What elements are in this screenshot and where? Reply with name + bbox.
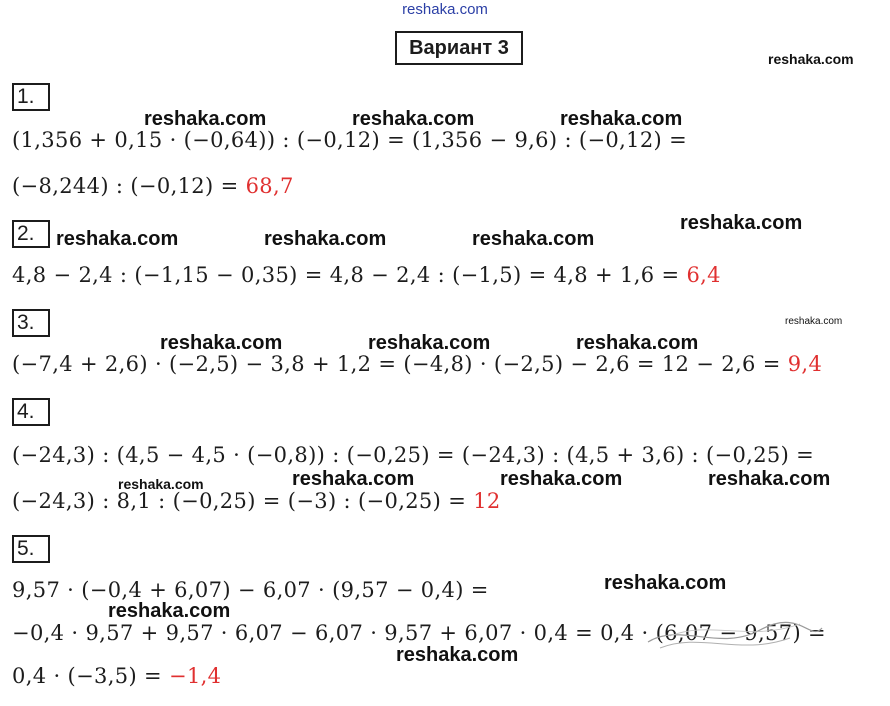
watermark: reshaka.com — [768, 51, 854, 67]
problem-1-line-1: (1,356 + 0,15 · (−0,64)) : (−0,12) = (1,356 − 9,6) : (−0,12) = — [12, 128, 688, 152]
watermark: reshaka.com — [472, 228, 595, 250]
problem-4-line-1: (−24,3) : (4,5 − 4,5 · (−0,8)) : (−0,25) = (−24,3) : (4,5 + 3,6) : (−0,25) = — [12, 443, 815, 467]
problem-3-line-1: (−7,4 + 2,6) · (−2,5) − 3,8 + 1,2 = (−4,8) · (−2,5) − 2,6 = 12 − 2,6 = 9,4 — [12, 352, 823, 376]
problem-number-1: 1. — [12, 83, 50, 111]
watermark: reshaka.com — [368, 332, 491, 354]
answer-2: 6,4 — [686, 263, 721, 287]
watermark: reshaka.com — [396, 644, 519, 666]
watermark: reshaka.com — [560, 108, 683, 130]
answer-4: 12 — [473, 489, 501, 513]
problem-5-line-2: −0,4 · 9,57 + 9,57 · 6,07 − 6,07 · 9,57 + 6,07 · 0,4 = 0,4 · (6,07 − 9,57) = — [12, 621, 826, 645]
watermark: reshaka.com — [785, 316, 843, 327]
site-header-link[interactable]: reshaka.com — [402, 1, 488, 18]
problem-number-2: 2. — [12, 220, 50, 248]
watermark: reshaka.com — [108, 600, 231, 622]
problem-4-line-2: (−24,3) : 8,1 : (−0,25) = (−3) : (−0,25) = 12 — [12, 489, 501, 513]
variant-title: Вариант 3 — [395, 31, 523, 65]
watermark: reshaka.com — [500, 468, 623, 490]
problem-number-3: 3. — [12, 309, 50, 337]
watermark: reshaka.com — [292, 468, 415, 490]
answer-1: 68,7 — [245, 174, 294, 198]
problem-2-line-1: 4,8 − 2,4 : (−1,15 − 0,35) = 4,8 − 2,4 : (−1,5) = 4,8 + 1,6 = 6,4 — [12, 263, 721, 287]
watermark: reshaka.com — [56, 228, 179, 250]
problem-number-5: 5. — [12, 535, 50, 563]
problem-1-line-2: (−8,244) : (−0,12) = 68,7 — [12, 174, 294, 198]
answer-5: −1,4 — [169, 664, 222, 688]
watermark: reshaka.com — [144, 108, 267, 130]
watermark: reshaka.com — [264, 228, 387, 250]
scribble-smudge — [640, 612, 830, 658]
problem-5-line-1: 9,57 · (−0,4 + 6,07) − 6,07 · (9,57 − 0,4) = — [12, 578, 489, 602]
watermark: reshaka.com — [118, 476, 204, 492]
watermark: reshaka.com — [680, 212, 803, 234]
problem-number-4: 4. — [12, 398, 50, 426]
problem-5-line-3: 0,4 · (−3,5) = −1,4 — [12, 664, 222, 688]
watermark: reshaka.com — [708, 468, 831, 490]
watermark: reshaka.com — [160, 332, 283, 354]
watermark: reshaka.com — [604, 572, 727, 594]
watermark: reshaka.com — [576, 332, 699, 354]
watermark: reshaka.com — [352, 108, 475, 130]
answer-3: 9,4 — [787, 352, 823, 376]
